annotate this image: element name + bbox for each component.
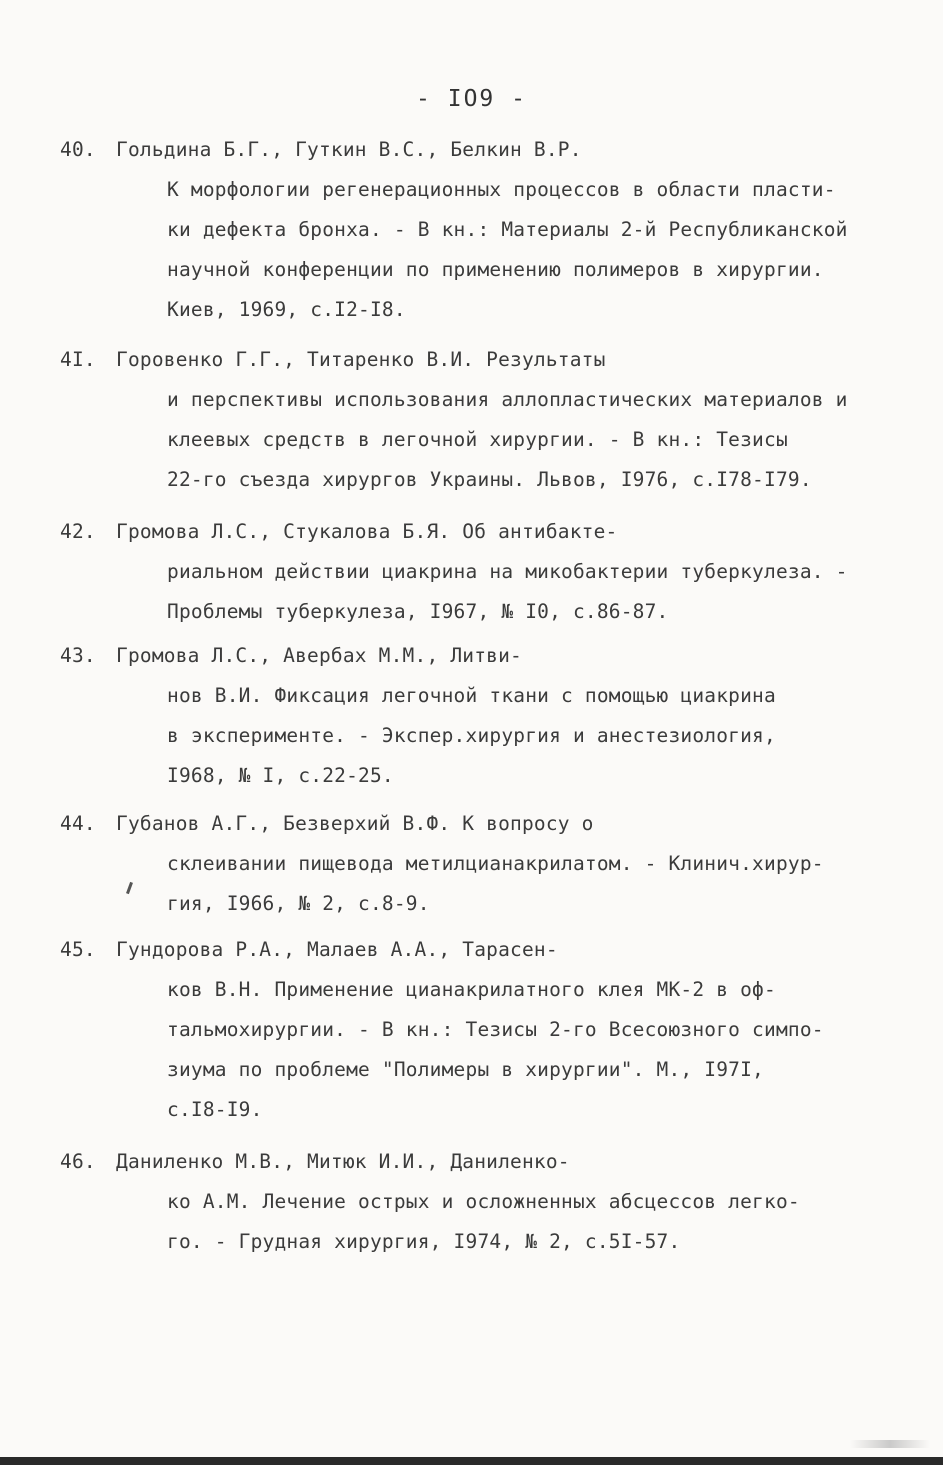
entry-number: 44. [60, 812, 96, 835]
entry-line: и перспективы использования аллопластических материалов и [167, 388, 848, 411]
entry-line: Губанов А.Г., Безверхий В.Ф. К вопросу о [116, 812, 594, 835]
entry-number: 46. [60, 1150, 96, 1173]
bibliography-entry-44 [60, 804, 910, 924]
entry-line: Гольдина Б.Г., Гуткин В.С., Белкин В.Р. [116, 138, 582, 161]
bibliography-entry-46 [60, 1142, 910, 1262]
entry-number: 45. [60, 938, 96, 961]
entry-line: Гундорова Р.А., Малаев А.А., Тарасен- [116, 938, 558, 961]
entry-line: 22-го съезда хирургов Украины. Львов, I976, с.I78-I79. [167, 468, 812, 491]
entry-line: гия, I966, № 2, с.8-9. [167, 892, 430, 915]
bibliography-entry-40 [60, 130, 910, 330]
entry-line: нов В.И. Фиксация легочной ткани с помощью циакрина [167, 684, 776, 707]
entry-line: Громова Л.С., Авербах М.М., Литви- [116, 644, 522, 667]
bibliography-entry-42 [60, 512, 910, 632]
entry-line: склеивании пищевода метилцианакрилатом. - Клинич.хирур- [167, 852, 824, 875]
scan-bottom-edge [0, 1457, 943, 1465]
entry-line: ко А.М. Лечение острых и осложненных абсцессов легко- [167, 1190, 800, 1213]
entry-line: риальном действии циакрина на микобактерии туберкулеза. - [167, 560, 848, 583]
entry-number: 40. [60, 138, 96, 161]
entry-line: К морфологии регенерационных процессов в области пласти- [167, 178, 836, 201]
entry-number: 43. [60, 644, 96, 667]
entry-line: Проблемы туберкулеза, I967, № I0, с.86-87. [167, 600, 669, 623]
entry-line: в эксперименте. - Экспер.хирургия и анестезиология, [167, 724, 776, 747]
page-number: - IO9 - [416, 86, 527, 112]
entry-line: го. - Грудная хирургия, I974, № 2, с.5I-57. [167, 1230, 681, 1253]
entry-line: тальмохирургии. - В кн.: Тезисы 2-го Всесоюзного симпо- [167, 1018, 824, 1041]
entry-line: клеевых средств в легочной хирургии. - В кн.: Тезисы [167, 428, 788, 451]
bibliography-entry-45 [60, 930, 910, 1130]
entry-line: Даниленко М.В., Митюк И.И., Даниленко- [116, 1150, 570, 1173]
entry-number: 42. [60, 520, 96, 543]
entry-line: ки дефекта бронха. - В кн.: Материалы 2-й Республиканской [167, 218, 848, 241]
entry-line: зиума по проблеме "Полимеры в хирургии". М., I97I, [167, 1058, 764, 1081]
scan-smudge [850, 1440, 930, 1448]
entry-line: I968, № I, с.22-25. [167, 764, 394, 787]
bibliography-entry-43 [60, 636, 910, 796]
entry-line: с.I8-I9. [167, 1098, 263, 1121]
bibliography-entry-41 [60, 340, 910, 500]
entry-line: ков В.Н. Применение цианакрилатного клея МК-2 в оф- [167, 978, 776, 1001]
entry-line: Горовенко Г.Г., Титаренко В.И. Результаты [116, 348, 606, 371]
entry-line: Громова Л.С., Стукалова Б.Я. Об антибакте- [116, 520, 618, 543]
entry-line: научной конференции по применению полимеров в хирургии. [167, 258, 824, 281]
entry-line: Киев, 1969, с.I2-I8. [167, 298, 406, 321]
entry-number: 4I. [60, 348, 96, 371]
